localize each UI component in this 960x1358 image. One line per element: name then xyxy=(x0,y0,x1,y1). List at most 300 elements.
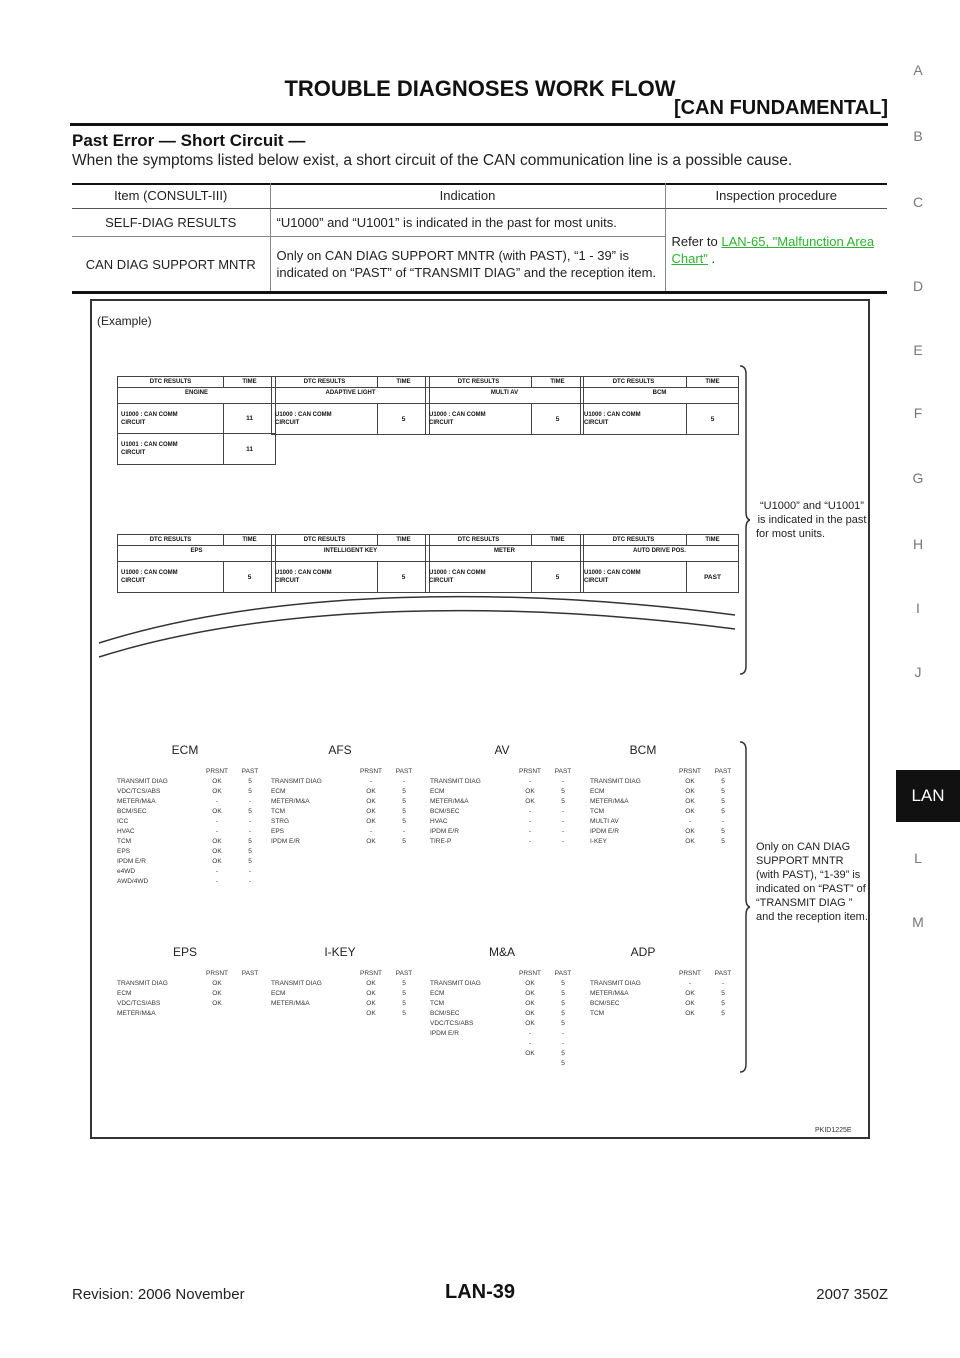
list-item xyxy=(430,1038,578,1048)
list-item xyxy=(430,816,578,826)
past-value: 5 xyxy=(721,1009,725,1017)
dtc-system: AUTO DRIVE POS. xyxy=(633,548,686,554)
unit-list xyxy=(590,968,738,1018)
side-index-lan-active[interactable]: LAN xyxy=(896,770,960,822)
dtc-box xyxy=(271,534,430,593)
list-item xyxy=(430,998,578,1008)
unit-name: IPDM E/R xyxy=(271,837,300,845)
prsnt-label: PRSNT xyxy=(205,969,229,977)
list-item xyxy=(590,816,738,826)
unit-list xyxy=(271,968,419,1018)
side-index-g[interactable]: G xyxy=(912,470,924,486)
unit-name: ECM xyxy=(271,787,286,795)
side-index-b[interactable]: B xyxy=(913,128,923,144)
past-value: 5 xyxy=(248,787,252,795)
unit-name: IPDM E/R xyxy=(430,827,459,835)
row-item: CAN DIAG SUPPORT MNTR xyxy=(85,256,256,272)
unit-name: METER/M&A xyxy=(590,797,629,805)
list-item xyxy=(117,988,265,998)
list-item xyxy=(430,1008,578,1018)
past-value: 5 xyxy=(561,797,565,805)
prsnt-value: OK xyxy=(366,999,376,1007)
page-title: TROUBLE DIAGNOSES WORK FLOW xyxy=(284,76,676,101)
malfunction-chart-link[interactable]: LAN-65, "Malfunction Area Chart" xyxy=(671,234,875,267)
past-value: 5 xyxy=(248,777,252,785)
past-value: - xyxy=(561,827,565,835)
list-item xyxy=(430,786,578,796)
unit-name: ECM xyxy=(117,989,132,997)
dtc-system: BCM xyxy=(652,390,667,396)
unit-list xyxy=(430,766,578,846)
past-value: 5 xyxy=(721,827,725,835)
prsnt-value: OK xyxy=(525,979,535,987)
unit-title: ADP xyxy=(630,945,656,959)
dtc-time: 11 xyxy=(246,445,253,453)
dtc-time: 5 xyxy=(247,573,252,581)
list-item xyxy=(117,816,265,826)
figure-id: PKID1225E xyxy=(815,1127,852,1134)
prsnt-value: OK xyxy=(525,797,535,805)
list-item xyxy=(117,846,265,856)
prsnt-value: - xyxy=(369,827,373,835)
wavy-separator xyxy=(97,595,737,665)
list-item xyxy=(590,796,738,806)
prsnt-value: OK xyxy=(366,837,376,845)
prsnt-value: - xyxy=(215,827,219,835)
symptom-table xyxy=(72,183,887,292)
dtc-results-label: DTC RESULTS xyxy=(272,535,378,545)
side-index-c[interactable]: C xyxy=(912,194,924,210)
dtc-header-row xyxy=(426,535,583,546)
prsnt-value: OK xyxy=(366,797,376,805)
list-item xyxy=(430,988,578,998)
dtc-time: 5 xyxy=(555,573,560,581)
prsnt-value: - xyxy=(528,827,532,835)
unit-name: BCM/SEC xyxy=(590,999,620,1007)
dtc-time: 5 xyxy=(555,415,560,423)
past-label: PAST xyxy=(241,969,259,977)
note-line: and the reception item. xyxy=(756,911,868,923)
unit-list-header xyxy=(590,766,738,776)
past-value: 5 xyxy=(402,979,406,987)
past-value: - xyxy=(248,817,252,825)
note-line: Only on CAN DIAG xyxy=(756,841,851,853)
dtc-time: 5 xyxy=(401,573,406,581)
dtc-code-row xyxy=(272,404,429,434)
list-item xyxy=(430,826,578,836)
past-value: 5 xyxy=(402,817,406,825)
dtc-code: U1000 : CAN COMM CIRCUIT xyxy=(581,562,687,592)
past-value: 5 xyxy=(402,989,406,997)
dtc-time-label: TIME xyxy=(396,379,411,385)
dtc-system: MULTI AV xyxy=(490,390,519,396)
unit-list xyxy=(430,968,578,1068)
unit-name: TCM xyxy=(117,837,132,845)
dtc-box xyxy=(580,376,739,435)
prsnt-label: PRSNT xyxy=(678,969,702,977)
prsnt-value: - xyxy=(215,867,219,875)
dtc-box xyxy=(117,534,276,593)
dtc-header-row xyxy=(118,377,275,388)
list-item xyxy=(271,796,419,806)
list-item xyxy=(271,776,419,786)
unit-list xyxy=(117,968,265,1018)
unit-title: ECM xyxy=(171,743,199,757)
unit-name: TCM xyxy=(590,1009,605,1017)
unit-name: VDC/TCS/ABS xyxy=(430,1019,474,1027)
unit-name: TRANSMIT DIAG xyxy=(430,777,481,785)
dtc-time-label: TIME xyxy=(396,537,411,543)
list-item xyxy=(117,876,265,886)
dtc-code-row xyxy=(581,404,738,434)
dtc-header-row xyxy=(272,377,429,388)
prsnt-value: OK xyxy=(685,797,695,805)
list-item xyxy=(590,1008,738,1018)
unit-list-header xyxy=(590,968,738,978)
dtc-code-row xyxy=(118,404,275,434)
list-item xyxy=(271,816,419,826)
prsnt-value: - xyxy=(528,817,532,825)
dtc-box xyxy=(425,534,584,593)
prsnt-value: - xyxy=(528,837,532,845)
list-item xyxy=(430,1018,578,1028)
unit-name: HVAC xyxy=(117,827,135,835)
unit-name: BCM/SEC xyxy=(430,1009,460,1017)
table-row xyxy=(72,209,887,237)
prsnt-value: OK xyxy=(366,979,376,987)
unit-name: e4WD xyxy=(117,867,136,875)
prsnt-value: OK xyxy=(685,1009,695,1017)
side-index-j[interactable]: J xyxy=(914,664,922,680)
unit-name: ECM xyxy=(430,989,445,997)
unit-name: ICC xyxy=(117,817,129,825)
list-item xyxy=(271,806,419,816)
dtc-time: 5 xyxy=(710,415,715,423)
list-item xyxy=(271,1008,419,1018)
past-value: 5 xyxy=(721,989,725,997)
past-value: 5 xyxy=(248,847,252,855)
dtc-time: 11 xyxy=(246,415,253,422)
past-value: 5 xyxy=(248,807,252,815)
dtc-system: METER xyxy=(494,548,515,554)
list-item xyxy=(430,1058,578,1068)
list-item xyxy=(117,786,265,796)
prsnt-value: OK xyxy=(212,857,222,865)
unit-name: MULTI AV xyxy=(590,817,619,825)
unit-name: TRANSMIT DIAG xyxy=(271,777,322,785)
prsnt-value: - xyxy=(369,777,373,785)
note-line: (with PAST), “1-39” is xyxy=(756,869,861,881)
dtc-code: U1001 : CAN COMM CIRCUIT xyxy=(118,434,224,464)
prsnt-value: - xyxy=(528,1029,532,1037)
list-item xyxy=(271,826,419,836)
unit-name: ECM xyxy=(271,989,286,997)
list-item xyxy=(117,776,265,786)
row-indication: “U1000” and “U1001” is indicated in the past for most units. xyxy=(270,209,665,237)
prsnt-value: OK xyxy=(366,787,376,795)
brace-top xyxy=(738,364,750,676)
unit-title: I-KEY xyxy=(324,945,356,959)
past-value: 5 xyxy=(561,787,565,795)
dtc-results-label: DTC RESULTS xyxy=(426,377,532,387)
list-item xyxy=(117,1008,265,1018)
prsnt-value: OK xyxy=(366,807,376,815)
list-item xyxy=(271,836,419,846)
prsnt-label: PRSNT xyxy=(359,969,383,977)
list-item xyxy=(590,776,738,786)
dtc-box xyxy=(580,534,739,593)
past-value: 5 xyxy=(402,837,406,845)
past-value: 5 xyxy=(721,807,725,815)
unit-title: BCM xyxy=(629,743,657,757)
past-value: - xyxy=(561,1029,565,1037)
unit-name: HVAC xyxy=(430,817,448,825)
list-item xyxy=(590,826,738,836)
unit-name: TRANSMIT DIAG xyxy=(590,777,641,785)
prsnt-value: OK xyxy=(685,837,695,845)
past-label: PAST xyxy=(395,767,413,775)
procedure-prefix: Refer to xyxy=(671,234,722,250)
unit-name: STRG xyxy=(271,817,290,825)
unit-name: BCM/SEC xyxy=(430,807,460,815)
dtc-header-row xyxy=(118,535,275,546)
prsnt-label: PRSNT xyxy=(359,767,383,775)
prsnt-value: OK xyxy=(212,807,222,815)
dtc-results-label: DTC RESULTS xyxy=(581,535,687,545)
unit-name: IPDM E/R xyxy=(117,857,146,865)
col-procedure: Inspection procedure xyxy=(665,183,887,209)
prsnt-value: OK xyxy=(525,989,535,997)
dtc-header-row xyxy=(272,535,429,546)
prsnt-value: OK xyxy=(525,1049,535,1057)
unit-name: TCM xyxy=(430,999,445,1007)
unit-name: TCM xyxy=(271,807,286,815)
dtc-system: ADAPTIVE LIGHT xyxy=(325,390,376,396)
dtc-header-row xyxy=(581,535,738,546)
unit-list xyxy=(117,766,265,886)
prsnt-value: OK xyxy=(212,999,222,1007)
dtc-code-row xyxy=(426,562,583,592)
unit-title: AV xyxy=(494,743,510,757)
prsnt-value: OK xyxy=(685,827,695,835)
list-item xyxy=(430,1048,578,1058)
dtc-code: U1000 : CAN COMM CIRCUIT xyxy=(426,562,532,592)
prsnt-value: OK xyxy=(212,837,222,845)
prsnt-value: OK xyxy=(366,1009,376,1017)
unit-list-header xyxy=(271,766,419,776)
prsnt-value: OK xyxy=(525,1009,535,1017)
row-item: SELF-DIAG RESULTS xyxy=(72,209,270,237)
prsnt-value: OK xyxy=(525,999,535,1007)
list-item xyxy=(271,988,419,998)
list-item xyxy=(271,978,419,988)
side-index-h[interactable]: H xyxy=(912,536,924,552)
prsnt-value: OK xyxy=(212,989,222,997)
dtc-header-row xyxy=(426,377,583,388)
dtc-results-label: DTC RESULTS xyxy=(118,535,224,545)
past-value: - xyxy=(248,867,252,875)
dtc-code: U1000 : CAN COMM CIRCUIT xyxy=(272,404,378,434)
unit-list-header xyxy=(117,968,265,978)
past-value: 5 xyxy=(248,837,252,845)
dtc-box xyxy=(425,376,584,435)
past-value: 5 xyxy=(721,999,725,1007)
dtc-results-label: DTC RESULTS xyxy=(118,377,224,387)
unit-name: METER/M&A xyxy=(430,797,469,805)
unit-name: VDC/TCS/ABS xyxy=(117,999,161,1007)
section-title: Past Error — Short Circuit — xyxy=(72,131,306,150)
side-index-f[interactable]: F xyxy=(913,405,923,421)
prsnt-value: - xyxy=(215,797,219,805)
row-procedure xyxy=(665,209,887,292)
list-item xyxy=(590,988,738,998)
unit-name: TRANSMIT DIAG xyxy=(590,979,641,987)
unit-name: METER/M&A xyxy=(117,1009,156,1017)
unit-name: EPS xyxy=(117,847,131,855)
prsnt-value: - xyxy=(688,979,692,987)
col-item: Item (CONSULT-III) xyxy=(72,183,270,209)
list-item xyxy=(590,836,738,846)
unit-title: M&A xyxy=(488,945,515,959)
list-item xyxy=(271,786,419,796)
side-index-a[interactable]: A xyxy=(913,62,923,78)
past-value: 5 xyxy=(561,1059,565,1067)
unit-name: METER/M&A xyxy=(117,797,156,805)
side-index-m[interactable]: M xyxy=(912,914,924,930)
unit-list xyxy=(590,766,738,846)
example-label: (Example) xyxy=(97,314,152,328)
dtc-system: ENGINE xyxy=(184,390,208,396)
prsnt-value: OK xyxy=(685,999,695,1007)
unit-name: TRANSMIT DIAG xyxy=(117,979,168,987)
dtc-time-label: TIME xyxy=(705,379,720,385)
list-item xyxy=(590,998,738,1008)
past-label: PAST xyxy=(241,767,259,775)
past-value: - xyxy=(721,817,725,825)
unit-name: TRANSMIT DIAG xyxy=(117,777,168,785)
list-item xyxy=(117,866,265,876)
note-line: for most units. xyxy=(756,528,826,540)
footer-revision: Revision: 2006 November xyxy=(72,1286,245,1303)
dtc-code: U1000 : CAN COMM CIRCUIT xyxy=(118,562,224,592)
brace-bottom xyxy=(738,740,750,1074)
prsnt-value: OK xyxy=(212,847,222,855)
list-item xyxy=(117,856,265,866)
unit-name: IPDM E/R xyxy=(590,827,619,835)
prsnt-value: OK xyxy=(212,979,222,987)
past-value: - xyxy=(561,807,565,815)
prsnt-value: OK xyxy=(685,807,695,815)
unit-name: BCM/SEC xyxy=(117,807,147,815)
procedure-suffix: . xyxy=(707,251,716,267)
dtc-time: 5 xyxy=(401,415,406,423)
dtc-code: U1000 : CAN COMM CIRCUIT xyxy=(426,404,532,434)
note-past-units xyxy=(752,499,872,541)
past-value: 5 xyxy=(402,807,406,815)
list-item xyxy=(117,806,265,816)
side-index-i[interactable]: I xyxy=(916,600,920,616)
past-value: - xyxy=(721,979,725,987)
dtc-results-label: DTC RESULTS xyxy=(581,377,687,387)
unit-list-header xyxy=(430,968,578,978)
past-value: - xyxy=(561,1039,565,1047)
dtc-box xyxy=(117,376,276,465)
prsnt-value: - xyxy=(215,817,219,825)
list-item xyxy=(271,998,419,1008)
unit-name: ECM xyxy=(430,787,445,795)
prsnt-value: OK xyxy=(366,989,376,997)
dtc-code: U1000 : CAN COMM CIRCUIT xyxy=(118,404,224,433)
prsnt-value: OK xyxy=(525,787,535,795)
past-value: - xyxy=(248,877,252,885)
unit-name: ECM xyxy=(590,787,605,795)
list-item xyxy=(430,806,578,816)
past-value: 5 xyxy=(402,797,406,805)
row-indication: Only on CAN DIAG SUPPORT MNTR (with PAST), “1 - 39” is indicated on “PAST” of “TRANSMIT DIAG” and the reception item. xyxy=(270,237,665,292)
past-value: 5 xyxy=(721,837,725,845)
side-index-d[interactable]: D xyxy=(912,278,924,294)
past-label: PAST xyxy=(714,767,732,775)
dtc-code-row xyxy=(581,562,738,592)
dtc-code: U1000 : CAN COMM CIRCUIT xyxy=(581,404,687,434)
col-indication: Indication xyxy=(270,183,665,209)
list-item xyxy=(117,826,265,836)
prsnt-value: OK xyxy=(212,777,222,785)
past-value: 5 xyxy=(402,787,406,795)
past-value: - xyxy=(561,837,565,845)
unit-name: METER/M&A xyxy=(590,989,629,997)
past-label: PAST xyxy=(554,767,572,775)
side-index-l[interactable]: L xyxy=(914,850,922,866)
dtc-system: EPS xyxy=(190,548,203,554)
list-item xyxy=(117,998,265,1008)
past-value: 5 xyxy=(561,1009,565,1017)
unit-name: IPDM E/R xyxy=(430,1029,459,1037)
side-index-e[interactable]: E xyxy=(913,342,923,358)
unit-name: TCM xyxy=(590,807,605,815)
past-value: 5 xyxy=(721,787,725,795)
past-value: - xyxy=(248,827,252,835)
prsnt-value: OK xyxy=(525,1019,535,1027)
past-label: PAST xyxy=(395,969,413,977)
footer-model: 2007 350Z xyxy=(816,1286,888,1303)
list-item xyxy=(117,796,265,806)
page-subtitle: [CAN FUNDAMENTAL] xyxy=(673,97,888,119)
past-value: - xyxy=(561,777,565,785)
unit-title: AFS xyxy=(328,743,352,757)
dtc-code-row xyxy=(426,404,583,434)
unit-list xyxy=(271,766,419,846)
past-value: - xyxy=(561,817,565,825)
list-item xyxy=(430,1028,578,1038)
unit-list-header xyxy=(271,968,419,978)
dtc-time-label: TIME xyxy=(242,379,257,385)
dtc-time-label: TIME xyxy=(705,537,720,543)
dtc-code-row xyxy=(118,562,275,592)
unit-title: EPS xyxy=(172,945,197,959)
prsnt-value: - xyxy=(528,1039,532,1047)
prsnt-value: OK xyxy=(685,777,695,785)
past-value: 5 xyxy=(561,979,565,987)
past-value: 5 xyxy=(561,1019,565,1027)
past-value: 5 xyxy=(561,1049,565,1057)
note-line: indicated on “PAST” of xyxy=(756,883,866,895)
past-value: - xyxy=(402,827,406,835)
past-value: 5 xyxy=(561,999,565,1007)
dtc-time-label: TIME xyxy=(242,537,257,543)
unit-name: VDC/TCS/ABS xyxy=(117,787,161,795)
list-item xyxy=(590,806,738,816)
